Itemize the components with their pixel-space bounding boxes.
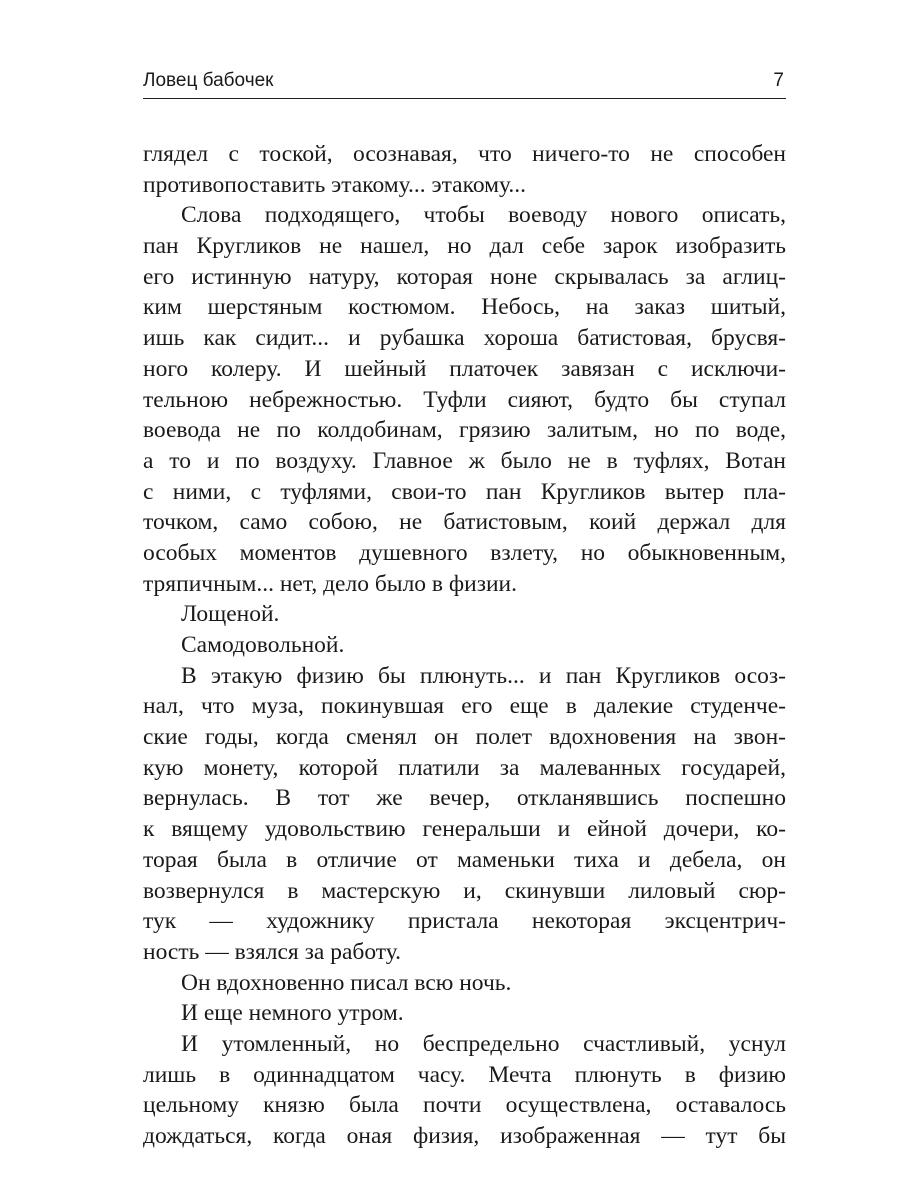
text-line: ного колеру. И шейный платочек завязан с исключи- [143,355,786,382]
text-line: дождаться, когда оная физия, изображенная — тут бы [143,1123,786,1149]
text-line: торая была в отличие от маменьки тиха и дебела, он [143,846,786,873]
text-line: ишь как сидит... и рубашка хороша батистовая, брусвя- [143,325,786,352]
text-line: глядел с тоской, осознавая, что ничего-то не способен [143,141,786,167]
text-line: возвернулся в мастерскую и, скинувши лиловый сюр- [143,877,786,904]
text-line: вернулась. В тот же вечер, откланявшись поспешно [143,785,786,812]
text-line: ность — взялся за работу. [143,938,402,965]
text-line: точком, само собою, не батистовым, коий держал для [143,509,786,536]
text-line: Он вдохновенно писал всю ночь. [181,969,512,996]
text-line: В этакую физию бы плюнуть... и пан Кругликов осоз- [181,662,786,689]
text-line: цельному князю была почти осуществлена, оставалось [143,1092,786,1119]
text-line: а то и по воздуху. Главное ж было не в туфлях, Вотан [143,447,786,474]
text-line: Лощеной. [181,601,280,628]
text-line: лишь в одиннадцатом часу. Мечта плюнуть в физию [143,1061,786,1088]
text-line: к вящему удовольствию генеральши и ейной дочери, ко- [143,816,786,843]
text-line: особых моментов душевного взлету, но обыкновенным, [143,539,786,566]
text-line: противопоставить этакому... этакому... [143,171,527,198]
text-line: Самодовольной. [181,632,345,658]
body-text [143,139,786,1152]
text-line: его истинную натуру, которая ноне скрывалась за аглиц- [143,263,786,290]
book-title: Ловец бабочек [143,70,274,91]
text-line: И утомленный, но беспредельно счастливый, уснул [181,1030,786,1057]
text-line: кую монету, которой платили за малеванных государей, [143,754,786,781]
text-line: ские годы, когда сменял он полет вдохновения на звон- [143,724,786,751]
text-line: с ними, с туфлями, свои-то пан Кругликов вытер пла- [143,478,786,505]
text-line: И еще немного утром. [181,1000,404,1027]
text-line: тельною небрежностью. Туфли сияют, будто бы ступал [143,386,786,413]
text-line: ким шерстяным костюмом. Небось, на заказ шитый, [143,294,786,321]
text-line: тук — художнику пристала некоторая эксцентрич- [143,908,786,935]
page-number: 7 [773,70,784,91]
text-line: воевода не по колдобинам, грязию залитым, но по воде, [143,417,786,444]
text-line: тряпичным... нет, дело было в физии. [143,570,518,597]
text-line: пан Кругликов не нашел, но дал себе зарок изобразить [143,233,786,260]
text-line: нал, что муза, покинувшая его еще в далекие студенче- [143,693,786,720]
text-line: Слова подходящего, чтобы воеводу нового описать, [181,202,786,229]
running-header [143,68,786,99]
